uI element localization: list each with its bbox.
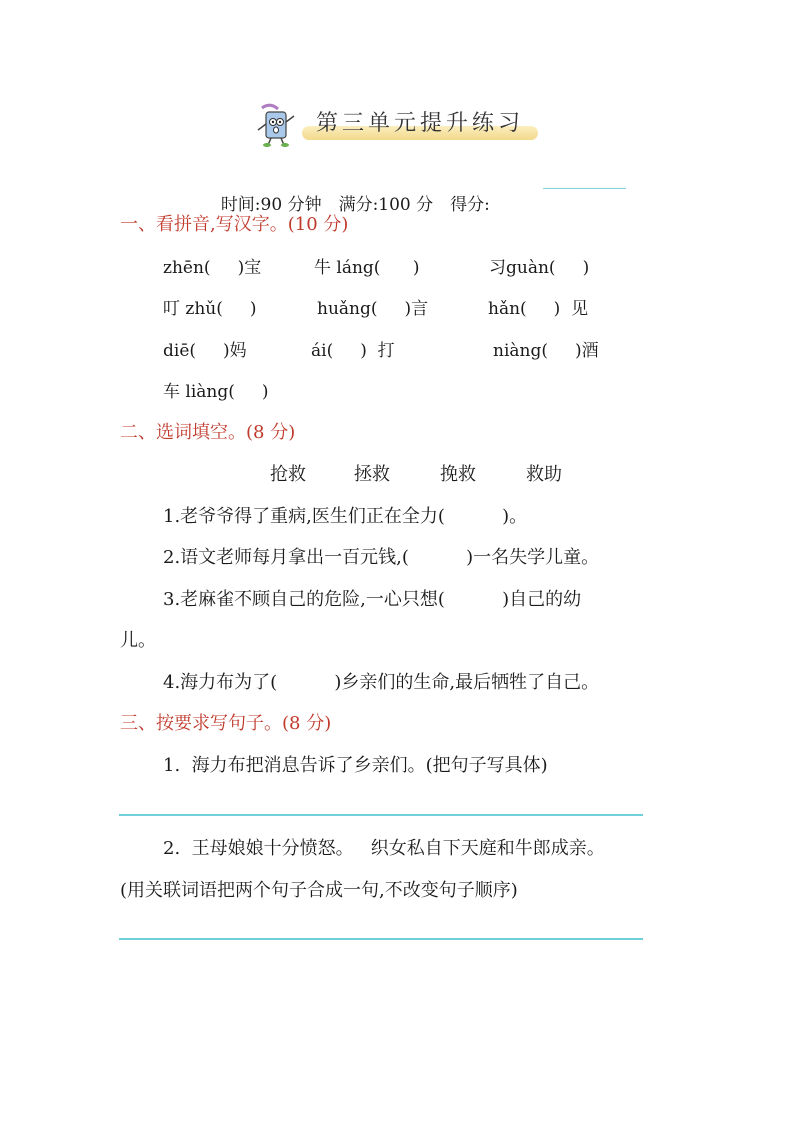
- word-bank-item: 救助: [526, 464, 562, 485]
- worksheet-title-banner: [252, 100, 552, 150]
- pinyin-item[interactable]: zhēn( )宝: [163, 258, 262, 278]
- pinyin-item[interactable]: 车 liàng( ): [163, 382, 269, 402]
- pinyin-item[interactable]: hǎn( ) 见: [488, 299, 589, 319]
- page-title: 第三单元提升练习: [316, 111, 525, 136]
- answer-line[interactable]: [119, 814, 643, 816]
- section-1-heading: 一、看拼音,写汉字。(10 分): [120, 214, 349, 235]
- fill-blank-item[interactable]: 2.语文老师每月拿出一百元钱,( )一名失学儿童。: [163, 547, 600, 568]
- sentence-instruction: (用关联词语把两个句子合成一句,不改变句子顺序): [120, 880, 518, 901]
- sentence-prompt: 1. 海力布把消息告诉了乡亲们。(把句子写具体): [163, 755, 548, 776]
- fill-blank-item[interactable]: 3.老麻雀不顾自己的危险,一心只想( )自己的幼: [163, 589, 582, 610]
- full-score: 满分:100 分: [338, 195, 434, 215]
- pinyin-item[interactable]: 习guàn( ): [489, 258, 590, 278]
- pinyin-item[interactable]: diē( )妈: [163, 341, 247, 361]
- score-input-line[interactable]: [543, 188, 626, 189]
- answer-line[interactable]: [119, 938, 643, 940]
- exam-meta: [210, 170, 490, 215]
- pinyin-item[interactable]: ái( ) 打: [311, 341, 395, 361]
- word-bank-item: 挽救: [440, 464, 476, 485]
- pinyin-item[interactable]: niàng( )酒: [493, 341, 599, 361]
- section-2-heading: 二、选词填空。(8 分): [120, 422, 296, 443]
- score-label: 得分:: [450, 195, 490, 215]
- fill-blank-item-cont: 儿。: [120, 630, 156, 651]
- section-3-heading: 三、按要求写句子。(8 分): [120, 713, 332, 734]
- pinyin-item[interactable]: 叮 zhǔ( ): [163, 299, 257, 319]
- fill-blank-item[interactable]: 1.老爷爷得了重病,医生们正在全力( )。: [163, 506, 528, 527]
- sentence-prompt: 2. 王母娘娘十分愤怒。 织女私自下天庭和牛郎成亲。: [163, 838, 605, 859]
- fill-blank-item[interactable]: 4.海力布为了( )乡亲们的生命,最后牺牲了自己。: [163, 672, 600, 693]
- pinyin-item[interactable]: huǎng( )言: [317, 299, 429, 319]
- time-limit: 时间:90 分钟: [220, 195, 322, 215]
- pinyin-item[interactable]: 牛 láng( ): [314, 258, 420, 278]
- book-mascot-icon: [252, 100, 300, 148]
- word-bank-item: 拯救: [354, 464, 390, 485]
- word-bank-item: 抢救: [270, 464, 306, 485]
